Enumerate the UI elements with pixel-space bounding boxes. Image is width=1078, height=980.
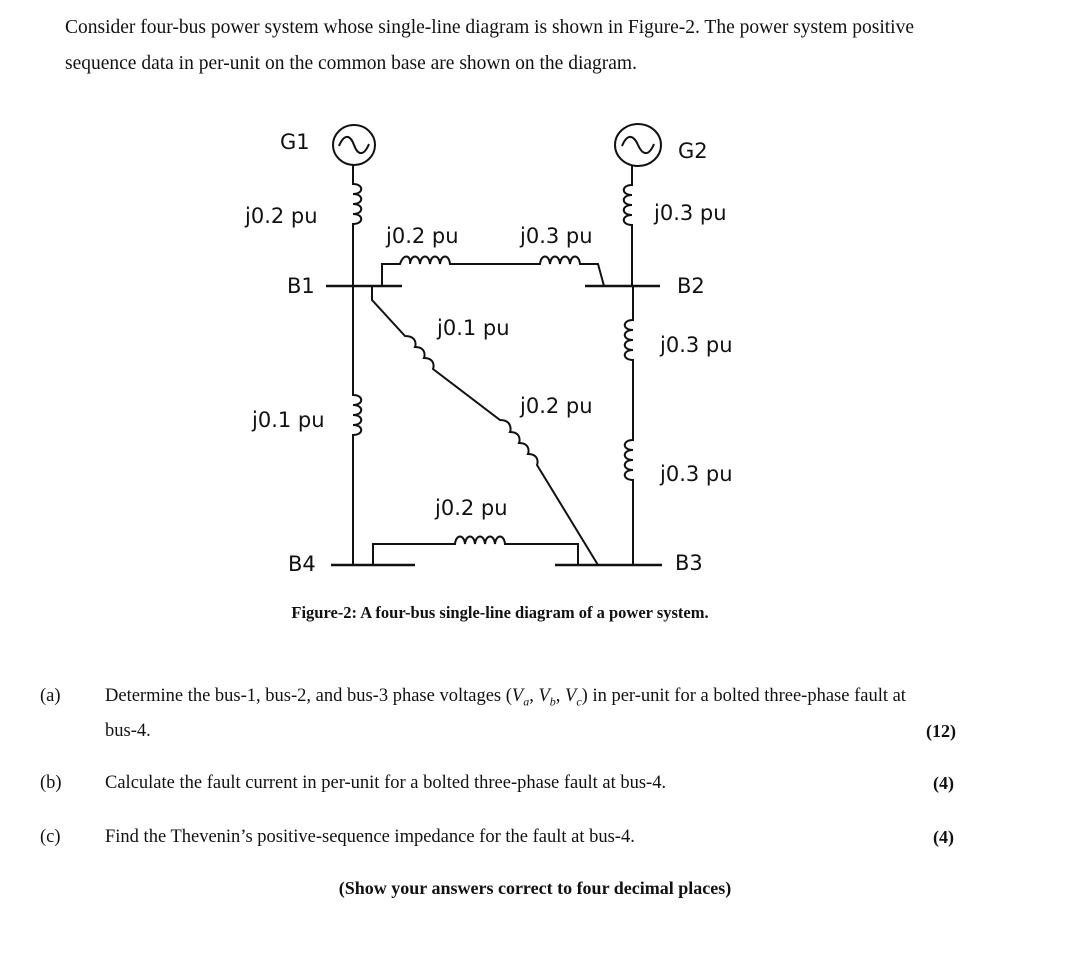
intro-line-1: Consider four-bus power system whose single-line diagram is shown in Figure-2. The power system positive: [65, 17, 915, 38]
label-z-b1-b4: j0.1 pu: [252, 408, 325, 432]
label-bus-b3: B3: [675, 551, 703, 575]
g1-reactance-coil: [353, 165, 361, 285]
label-z-b2-b3-top: j0.3 pu: [660, 333, 733, 357]
label-bus-b1: B1: [287, 274, 315, 298]
label-z-b1-b3-bottom: j0.2 pu: [520, 394, 593, 418]
line-b4-b3: [373, 537, 578, 566]
label-g1: G1: [280, 130, 310, 154]
question-c-text: Find the Thevenin’s positive-sequence impedance for the fault at bus-4.: [105, 827, 635, 847]
label-z-b4-b3: j0.2 pu: [435, 496, 508, 520]
question-a-label: (a): [40, 686, 61, 706]
label-g2: G2: [678, 139, 708, 163]
intro-line-2: sequence data in per-unit on the common base are shown on the diagram.: [65, 53, 637, 74]
g2-reactance-coil: [624, 166, 632, 285]
label-bus-b2: B2: [677, 274, 705, 298]
figure-caption: Figure-2: A four-bus single-line diagram of a power system.: [291, 603, 709, 622]
answer-precision-note: (Show your answers correct to four decimal places): [338, 878, 732, 898]
question-b-marks: (4): [933, 773, 954, 793]
question-b-label: (b): [40, 773, 62, 793]
line-b1-b4: [353, 286, 361, 565]
question-c-marks: (4): [933, 827, 954, 847]
label-z-g1: j0.2 pu: [245, 204, 318, 228]
line-b2-b3: [625, 286, 633, 565]
generator-g1-sine-icon: [339, 137, 369, 153]
label-z-b1-b2-left: j0.2 pu: [386, 224, 459, 248]
label-bus-b4: B4: [288, 552, 316, 576]
label-z-b1-b2-right: j0.3 pu: [520, 224, 593, 248]
generator-g2-sine-icon: [622, 137, 654, 153]
question-a-text: Determine the bus-1, bus-2, and bus-3 phase voltages ($V_a$, $V_b$, $V_c$) in per-unit for a bolted three-phase fault at: [105, 686, 906, 709]
label-z-b2-b3-bottom: j0.3 pu: [660, 462, 733, 486]
label-z-b1-b3-top: j0.1 pu: [437, 316, 510, 340]
question-a-marks: (12): [926, 721, 956, 741]
question-c-label: (c): [40, 827, 61, 847]
line-b1-b2: [382, 257, 604, 287]
label-z-g2: j0.3 pu: [654, 201, 727, 225]
question-a-continuation: bus-4.: [105, 721, 151, 741]
question-b-text: Calculate the fault current in per-unit for a bolted three-phase fault at bus-4.: [105, 773, 667, 793]
